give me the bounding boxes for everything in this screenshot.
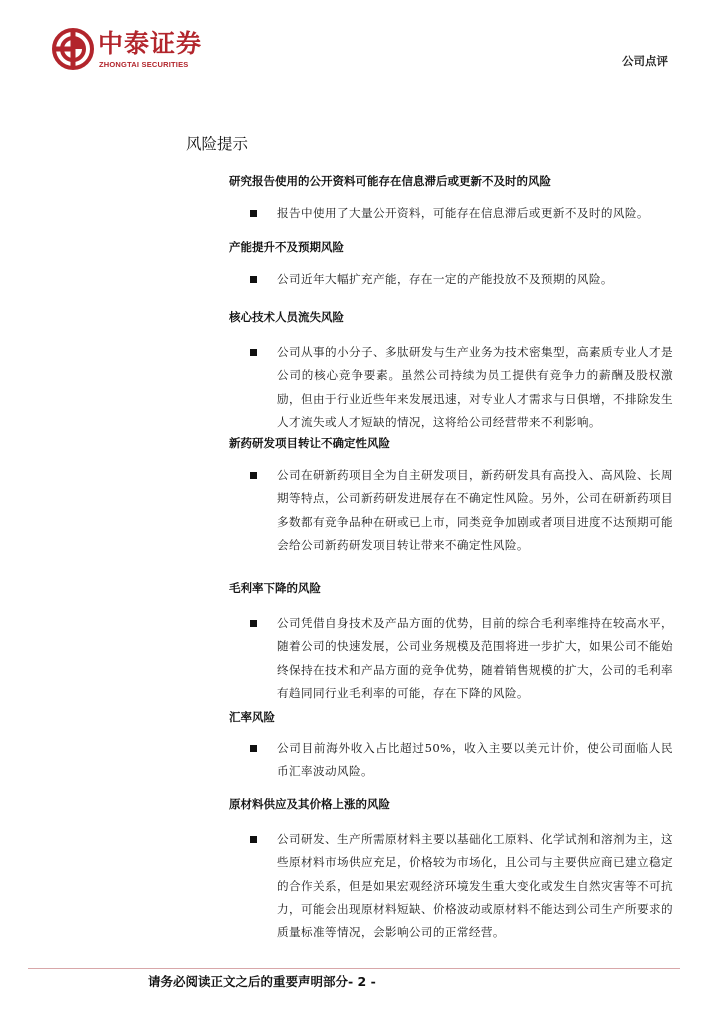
- bullet-icon: [250, 349, 257, 356]
- risk-description: 报告中使用了大量公开资料，可能存在信息滞后或更新不及时的风险。: [277, 206, 649, 220]
- section-title: 风险提示: [186, 135, 249, 153]
- footer-divider: [28, 968, 680, 969]
- risk-heading: 核心技术人员流失风险: [229, 310, 344, 324]
- risk-description: 公司凭借自身技术及产品方面的优势，目前的综合毛利率维持在较高水平，随着公司的快速发展，公司业务规模及范围将进一步扩大，如果公司不能始终保持在技术和产品方面的竞争优势，随着销售规模的扩大，公司的毛利率有趋同同行业毛利率的可能，存在下降的风险。: [277, 616, 673, 700]
- page-header: [0, 0, 724, 80]
- bullet-icon: [250, 210, 257, 217]
- risk-description: 公司从事的小分子、多肽研发与生产业务为技术密集型，高素质专业人才是公司的核心竞争要素。虽然公司持续为员工提供有竞争力的薪酬及股权激励，但由于行业近些年来发展迅速，对专业人才需求与日俱增，不排除发生人才流失或人才短缺的情况，这将给公司经营带来不利影响。: [277, 345, 673, 429]
- bullet-icon: [250, 472, 257, 479]
- report-type-label: 公司点评: [622, 54, 668, 68]
- bullet-icon: [250, 836, 257, 843]
- risk-heading: 研究报告使用的公开资料可能存在信息滞后或更新不及时的风险: [229, 174, 551, 188]
- bullet-icon: [250, 620, 257, 627]
- bullet-icon: [250, 745, 257, 752]
- risk-description: 公司在研新药项目全为自主研发项目，新药研发具有高投入、高风险、长周期等特点，公司新药研发进展存在不确定性风险。另外，公司在研新药项目多数都有竞争品种在研或已上市，同类竞争加剧或者项目进度不达预期可能会给公司新药研发项目转让带来不确定性风险。: [277, 468, 673, 552]
- brand-name-en: ZHONGTAI SECURITIES: [99, 60, 189, 69]
- risk-description: 公司目前海外收入占比超过50%，收入主要以美元计价，使公司面临人民币汇率波动风险。: [277, 741, 673, 779]
- risk-heading: 汇率风险: [229, 710, 275, 724]
- risk-heading: 新药研发项目转让不确定性风险: [229, 436, 390, 450]
- bullet-icon: [250, 276, 257, 283]
- risk-heading: 毛利率下降的风险: [229, 581, 321, 595]
- risk-description: 公司近年大幅扩充产能，存在一定的产能投放不及预期的风险。: [277, 272, 613, 286]
- brand-name-cn: 中泰证券: [98, 29, 203, 58]
- risk-heading: 原材料供应及其价格上涨的风险: [229, 797, 390, 811]
- risk-description: 公司研发、生产所需原材料主要以基础化工原料、化学试剂和溶剂为主，这些原材料市场供应充足，价格较为市场化，且公司与主要供应商已建立稳定的合作关系，但是如果宏观经济环境发生重大变化或发生自然灾害等不可抗力，可能会出现原材料短缺、价格波动或原材料不能达到公司生产所要求的质量标准等情况，会影响公司的正常经营。: [277, 832, 673, 940]
- risk-heading: 产能提升不及预期风险: [229, 240, 344, 254]
- footer-disclaimer: 请务必阅读正文之后的重要声明部分- 2 -: [148, 974, 376, 989]
- zhongtai-logo-icon: [52, 28, 94, 70]
